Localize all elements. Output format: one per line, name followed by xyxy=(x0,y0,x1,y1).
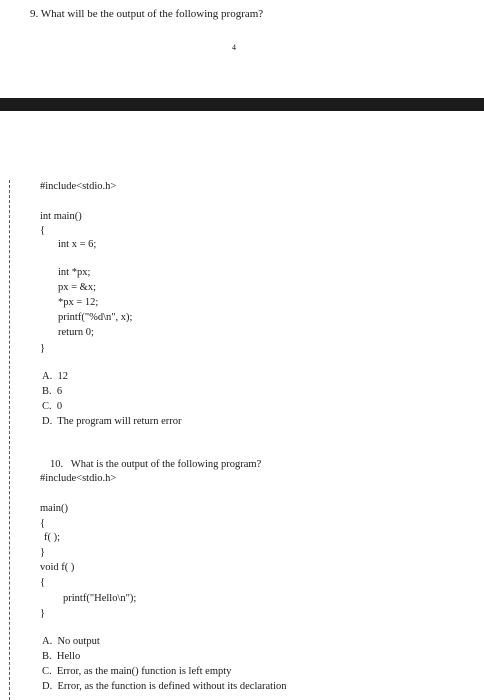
question-9-heading: 9. What will be the output of the following program? xyxy=(30,8,264,20)
q10-option-d: D. Error, as the function is defined without its declaration xyxy=(42,681,287,692)
q10-code-open-brace: { xyxy=(40,518,46,529)
q10-option-a: A. No output xyxy=(42,636,100,647)
q10-code-close-brace: } xyxy=(40,547,46,558)
q10-code-include: #include<stdio.h> xyxy=(40,473,117,484)
q9-code-deref-assign: *px = 12; xyxy=(58,297,99,308)
q10-code-printf: printf("Hello\n"); xyxy=(63,593,137,604)
q9-option-b: B. 6 xyxy=(42,386,63,397)
q10-option-c: C. Error, as the main() function is left empty xyxy=(42,666,232,677)
q9-code-include: #include<stdio.h> xyxy=(40,181,117,192)
q9-code-px-assign: px = &x; xyxy=(58,282,97,293)
q9-option-c: C. 0 xyxy=(42,401,63,412)
margin-binding-strip xyxy=(0,180,14,700)
q10-code-call-f: f( ); xyxy=(44,532,61,543)
q10-code-void-f: void f( ) xyxy=(40,562,75,573)
q9-code-int-x: int x = 6; xyxy=(58,239,97,250)
q9-code-main: int main() xyxy=(40,211,82,222)
page-number: 4 xyxy=(232,43,236,52)
q9-code-int-px: int *px; xyxy=(58,267,91,278)
q9-code-return: return 0; xyxy=(58,327,94,338)
q10-option-b: B. Hello xyxy=(42,651,81,662)
q10-code-main: main() xyxy=(40,503,68,514)
q9-code-close-brace: } xyxy=(40,343,46,354)
q9-option-d: D. The program will return error xyxy=(42,416,182,427)
q9-code-printf: printf("%d\n", x); xyxy=(58,312,133,323)
margin-dashed-line xyxy=(9,180,10,700)
q10-code-f-open-brace: { xyxy=(40,577,46,588)
q10-code-f-close-brace: } xyxy=(40,608,46,619)
black-band xyxy=(0,98,484,111)
question-10-heading: 10. What is the output of the following program? xyxy=(50,459,262,470)
q9-code-open-brace: { xyxy=(40,225,46,236)
q9-option-a: A. 12 xyxy=(42,371,68,382)
